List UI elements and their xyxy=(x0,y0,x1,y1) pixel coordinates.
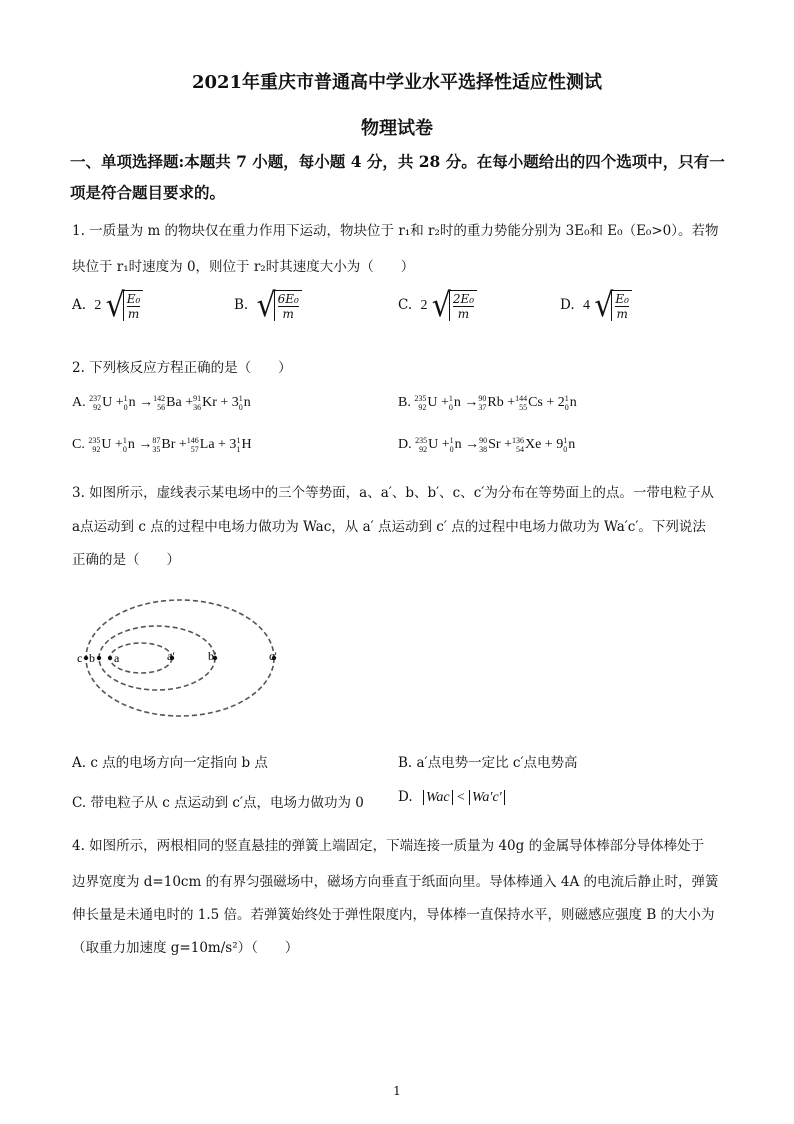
option-label: D. xyxy=(560,297,575,313)
q3-stem-line2: a点运动到 c 点的过程中电场力做功为 Wac，从 a′ 点运动到 c′ 点的过程中电场力做功为 Wa′c′。下列说法 xyxy=(72,519,706,535)
option-label: B. xyxy=(234,297,249,313)
q4-stem-line1: 4. 如图所示，两根相同的竖直悬挂的弹簧上端固定，下端连接一质量为 40g 的金属导体棒部分导体棒处于 xyxy=(72,838,705,854)
q1-option-c[interactable]: C. 2 √ 2E₀ m xyxy=(398,290,477,321)
q2-option-a[interactable]: A. 237 92 U + 1 0 n → 142 56 Ba + 91 36 Kr + 3 1 0 n xyxy=(72,394,251,412)
label-a-prime: a′ xyxy=(167,649,175,663)
q3-stem-line3: 正确的是（ ） xyxy=(72,552,180,568)
q2-stem: 2. 下列核反应方程正确的是（ ） xyxy=(72,360,292,376)
page-subtitle: 物理试卷 xyxy=(361,118,433,139)
point-c xyxy=(84,656,88,660)
page-number: 1 xyxy=(393,1084,401,1098)
q4-stem-line3: 伸长量是未通电时的 1.5 倍。若弹簧始终处于弹性限度内，导体棒一直保持水平，则磁感应强度 B 的大小为 xyxy=(72,907,715,923)
q3-stem-line1: 3. 如图所示，虚线表示某电场中的三个等势面，a、a′、b、b′、c、c′为分布在等势面上的点。一带电粒子从 xyxy=(72,485,714,501)
q1-stem-line1: 1. 一质量为 m 的物块仅在重力作用下运动，物块位于 r₁和 r₂时的重力势能分别为 3E₀和 E₀（E₀>0）。若物 xyxy=(72,223,719,239)
label-b: b xyxy=(89,651,95,665)
q3-option-c[interactable]: C. 带电粒子从 c 点运动到 c′点，电场力做功为 0 xyxy=(72,795,364,811)
section-heading-line1: 一、单项选择题:本题共 7 小题，每小题 4 分，共 28 分。在每小题给出的四个选项中，只有一 xyxy=(70,152,725,171)
option-label: C. xyxy=(398,297,413,313)
q4-stem-line4: （取重力加速度 g=10m/s²）（ ） xyxy=(72,940,299,956)
q1-option-a[interactable]: A. 2 √ E₀ m xyxy=(72,290,143,321)
label-a: a xyxy=(114,651,120,665)
label-c-prime: c′ xyxy=(269,649,277,663)
equipotential-figure xyxy=(74,596,304,722)
label-c: c xyxy=(77,651,83,665)
q1-stem-line2: 块位于 r₁时速度为 0，则位于 r₂时其速度大小为（ ） xyxy=(72,259,415,275)
section-heading-line2: 项是符合题目要求的。 xyxy=(70,183,226,202)
q2-option-d[interactable]: D. 235 92 U + 1 0 n → 90 38 Sr + 136 54 Xe + 9 1 0 n xyxy=(398,436,576,454)
q2-option-b[interactable]: B. 235 92 U + 1 0 n → 90 37 Rb + 144 55 Cs + 2 1 0 n xyxy=(398,394,577,412)
q1-option-b[interactable]: B. √ 6E₀ m xyxy=(234,290,302,321)
q3-option-d[interactable]: D. Wac < Wa′c′ xyxy=(398,789,505,806)
q3-option-b[interactable]: B. a′点电势一定比 c′点电势高 xyxy=(398,755,578,771)
q1-option-d[interactable]: D. 4 √ E₀ m xyxy=(560,290,632,321)
q3-option-a[interactable]: A. c 点的电场方向一定指向 b 点 xyxy=(72,755,268,771)
point-a xyxy=(108,656,112,660)
page-title: 2021年重庆市普通高中学业水平选择性适应性测试 xyxy=(191,72,603,93)
option-label: A. xyxy=(72,297,87,313)
q2-option-c[interactable]: C. 235 92 U + 1 0 n → 87 35 Br + 146 57 La + 3 1 1 H xyxy=(72,436,252,454)
label-b-prime: b′ xyxy=(208,649,217,663)
point-b xyxy=(97,656,101,660)
q4-stem-line2: 边界宽度为 d=10cm 的有界匀强磁场中，磁场方向垂直于纸面向里。导体棒通入 4A 的电流后静止时，弹簧 xyxy=(72,874,719,890)
